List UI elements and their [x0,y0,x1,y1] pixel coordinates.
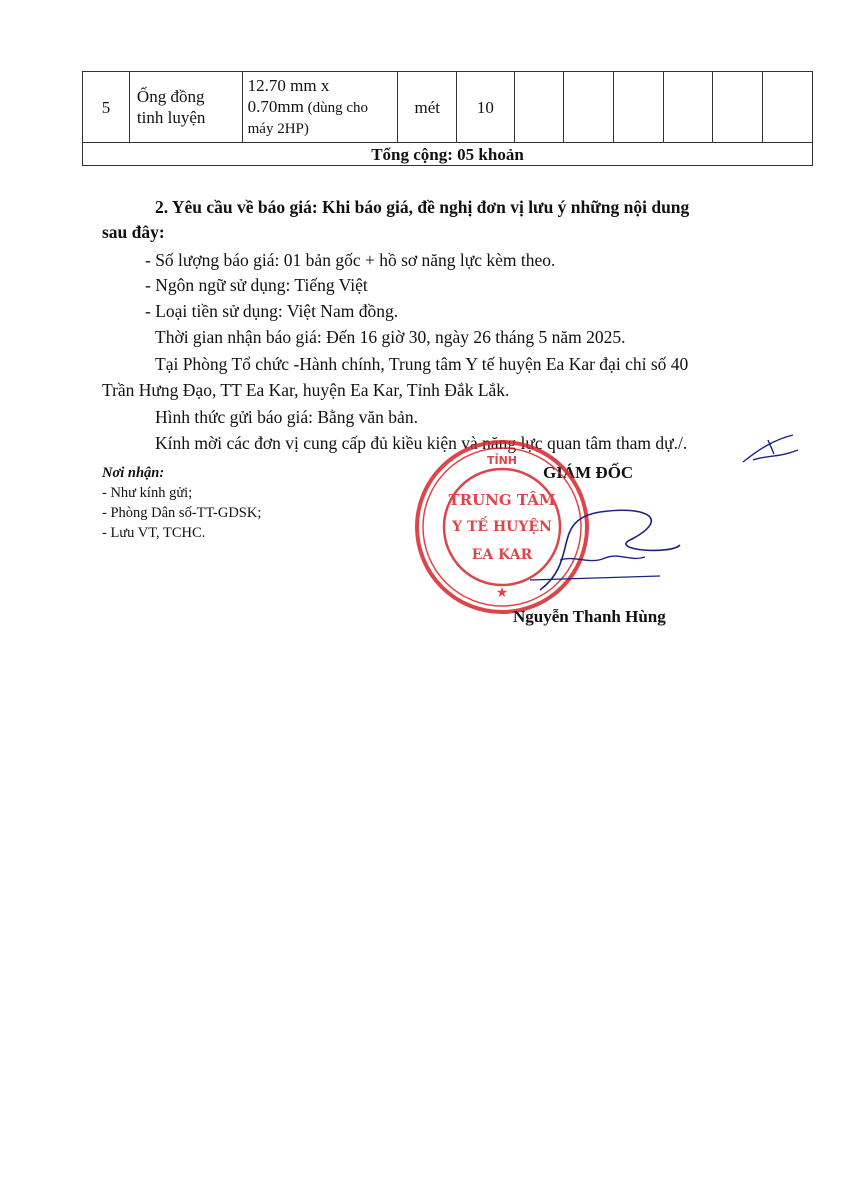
cell-empty [564,72,614,143]
spec-line: 12.70 mm x [247,75,330,95]
cell-empty [663,72,713,143]
cell-empty [514,72,564,143]
stamp-ring-text: TỈNH [486,454,518,467]
initial-mark [738,430,803,470]
recipient-item: - Phòng Dân số-TT-GDSK; [102,505,262,521]
method-text: Hình thức gửi báo giá: Bằng văn bản. [155,407,418,427]
requirement-item: - Ngôn ngữ sử dụng: Tiếng Việt [145,275,368,295]
table-row [83,72,813,143]
cell-quantity: 10 [456,72,514,143]
spec-line: máy 2HP) [247,120,309,137]
spec-note: (dùng cho [303,99,368,116]
stamp-line: Y TẾ HUYỆN [452,519,552,535]
cell-empty [763,72,813,143]
handwritten-signature [520,500,690,595]
signer-position: GIÁM ĐỐC [543,463,634,482]
items-table [82,71,813,166]
cell-empty [614,72,664,143]
table-total-row [83,143,813,166]
deadline-text: Thời gian nhận báo giá: Đến 16 giờ 30, ngày 26 tháng 5 năm 2025. [155,327,626,347]
stamp-line: TRUNG TÂM [448,491,556,509]
star-icon: ★ [495,585,509,601]
recipients-title: Nơi nhận: [102,465,165,481]
requirement-item: - Số lượng báo giá: 01 bản gốc + hồ sơ năng lực kèm theo. [145,250,556,270]
cell-unit: mét [398,72,457,143]
spec-size: 0.70mm [247,96,304,116]
item-name-line: tinh luyện [136,108,206,127]
cell-empty [713,72,763,143]
item-name-line: Ống đồng [136,87,205,106]
place-text-cont: Trần Hưng Đạo, TT Ea Kar, huyện Ea Kar, Tỉnh Đắk Lắk. [102,380,510,400]
cell-item-name [129,72,242,143]
spec-line [248,96,398,119]
stamp-line: EA KAR [471,547,533,563]
cell-stt: 5 [83,72,130,143]
recipient-item: - Như kính gửi; [102,485,193,501]
cell-spec [242,72,398,143]
section-heading-cont: sau đây: [102,222,165,242]
signer-name: Nguyễn Thanh Hùng [513,607,666,626]
section-heading: 2. Yêu cầu về báo giá: Khi báo giá, đề nghị đơn vị lưu ý những nội dung [155,197,690,217]
total-text: Tổng cộng: 05 khoản [83,143,813,166]
invitation-text: Kính mời các đơn vị cung cấp đủ kiều kiện và năng lực quan tâm tham dự./. [155,433,688,453]
recipient-item: - Lưu VT, TCHC. [102,525,206,541]
requirement-item: - Loại tiền sử dụng: Việt Nam đồng. [145,301,399,321]
place-text: Tại Phòng Tổ chức -Hành chính, Trung tâm Y tế huyện Ea Kar đại chỉ số 40 [155,354,689,374]
